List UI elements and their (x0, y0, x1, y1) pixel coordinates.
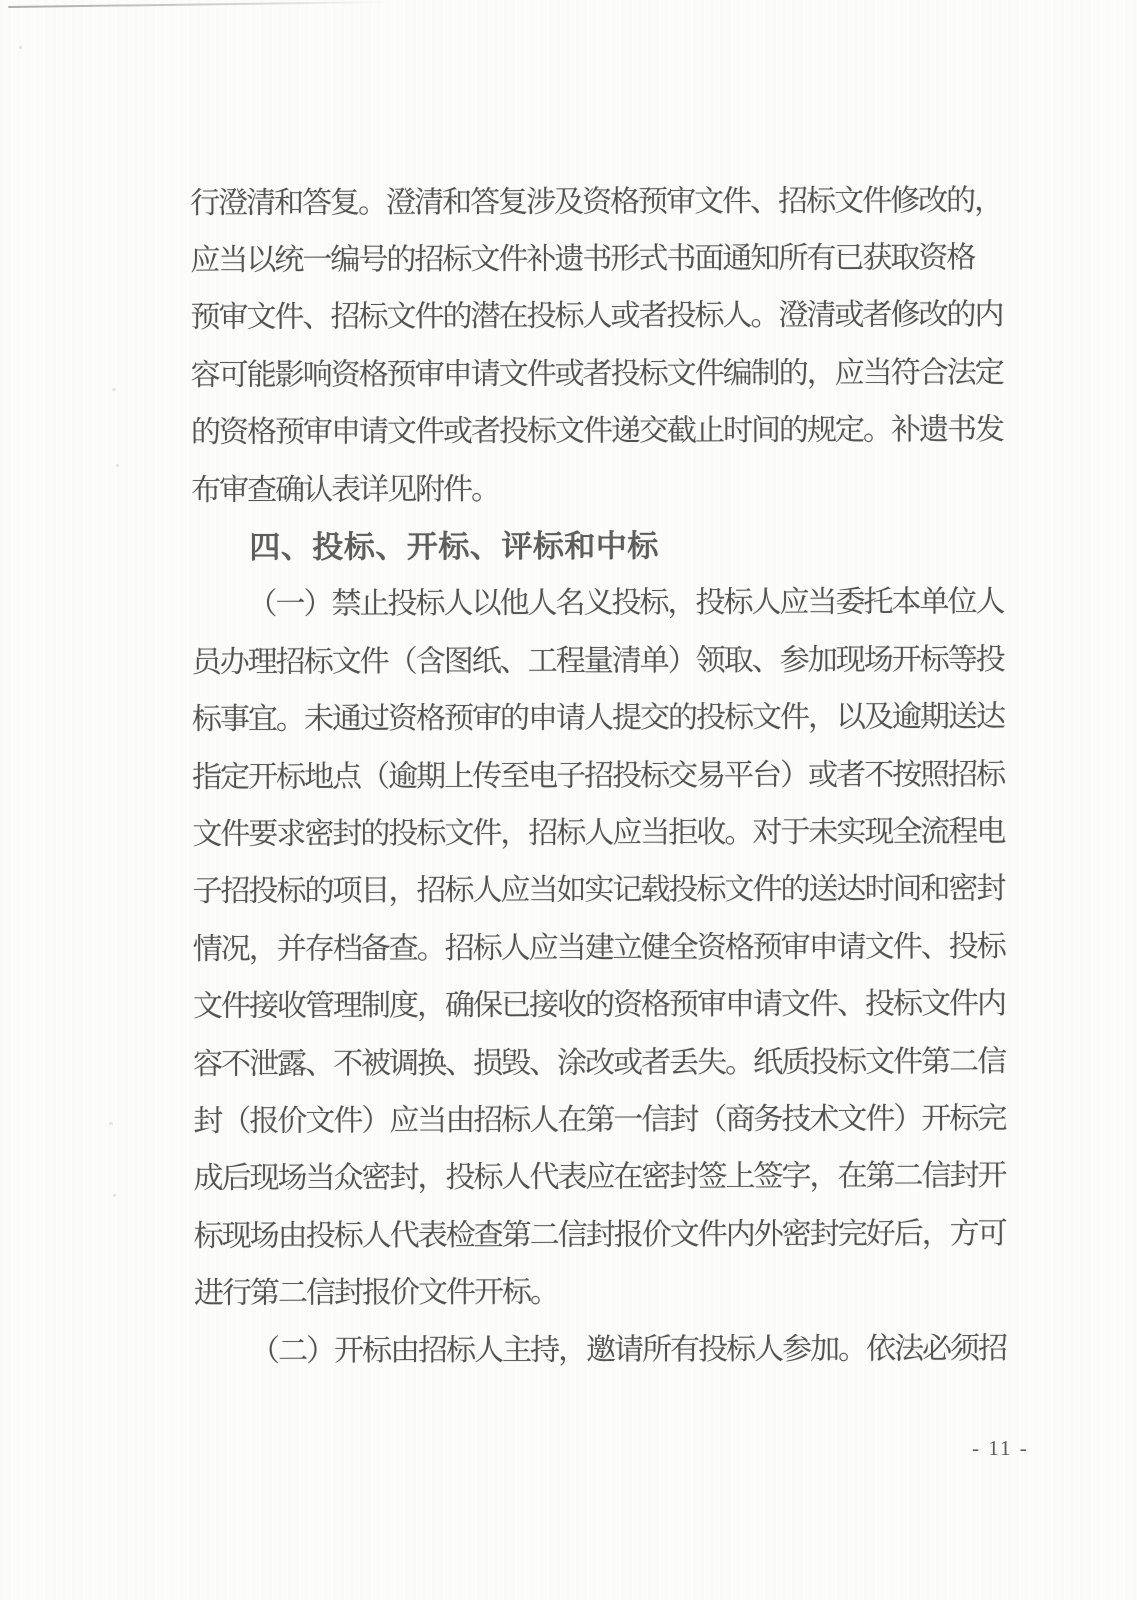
text-line: （二）开标由招标人主持，邀请所有投标人参加。依法必须招 (250, 1331, 1007, 1368)
scan-artifact-speck (109, 1122, 113, 1125)
text-line: 容可能影响资格预审申请文件或者投标文件编制的，应当符合法定 (190, 356, 1003, 392)
text-line: 进行第二信封报价文件开标。 (193, 1275, 558, 1311)
scan-artifact-speck (116, 464, 119, 467)
text-line: 标现场由投标人代表检查第二信封报价文件内外密封完好后，方可 (193, 1216, 1006, 1253)
scan-artifact-streak (8, 1, 390, 8)
text-line: 布审查确认表详见附件。 (191, 472, 500, 507)
text-line: 封（报价文件）应当由招标人在第一信封（商务技术文件）开标完 (193, 1102, 1006, 1138)
text-line: 的资格预审申请文件或者投标文件递交截止时间的规定。补遗书发 (190, 413, 1003, 450)
scan-artifact-speck (19, 46, 22, 49)
text-line: 行澄清和答复。澄清和答复涉及资格预审文件、招标文件修改的， (190, 183, 1003, 220)
text-line: 员办理招标文件（含图纸、工程量清单）领取、参加现场开标等投 (191, 642, 1004, 679)
scan-artifact-speck (113, 1194, 116, 1197)
section-heading: 四、投标、开标、评标和中标 (249, 527, 659, 565)
document-body (190, 168, 1024, 1376)
text-line: （一）禁止投标人以他人名义投标，投标人应当委托本单位人 (247, 585, 1004, 622)
text-line: 文件接收管理制度，确保已接收的资格预审申请文件、投标文件内 (192, 987, 1005, 1024)
text-line: 子招投标的项目，招标人应当如实记载投标文件的送达时间和密封 (192, 872, 1005, 909)
text-line: 成后现场当众密封，投标人代表应在密封签上签字，在第二信封开 (193, 1159, 1006, 1196)
text-line: 情况，并存档备查。招标人应当建立健全资格预审申请文件、投标 (192, 929, 1005, 966)
text-line: 标事宜。未通过资格预审的申请人提交的投标文件，以及逾期送达 (191, 700, 1004, 737)
text-line: 文件要求密封的投标文件，招标人应当拒收。对于未实现全流程电 (192, 815, 1005, 851)
text-line: 指定开标地点（逾期上传至电子招投标交易平台）或者不按照招标 (192, 757, 1005, 794)
page-number: - 11 - (972, 1436, 1029, 1460)
scan-artifact-speck (112, 388, 116, 391)
text-line: 预审文件、招标文件的潜在投标人或者投标人。澄清或者修改的内 (190, 298, 1003, 335)
text-line: 应当以统一编号的招标文件补遗书形式书面通知所有已获取资格 (190, 241, 975, 278)
text-line: 容不泄露、不被调换、损毁、涂改或者丢失。纸质投标文件第二信 (193, 1044, 1006, 1081)
